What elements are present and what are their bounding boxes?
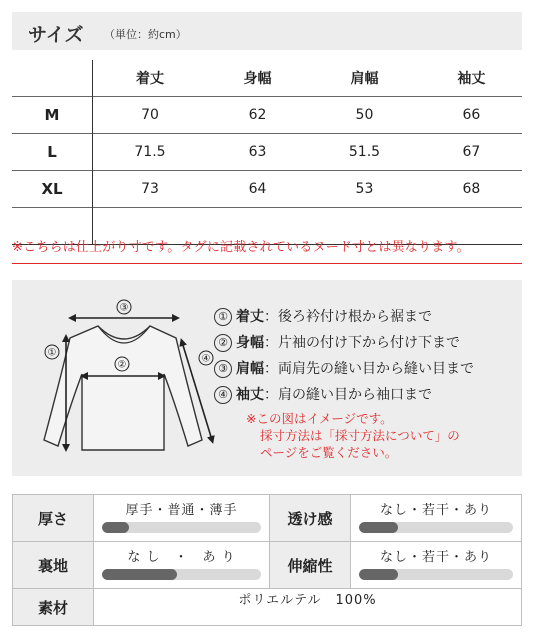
diagram-label-1: ① (47, 347, 57, 359)
material-label: 素材 (13, 589, 94, 626)
lining-bar-fill (102, 569, 177, 580)
table-cell: 50 (355, 107, 374, 123)
shirt-diagram-icon (36, 290, 216, 466)
thickness-label: 厚さ (13, 495, 94, 542)
row-size-label: M (12, 97, 93, 134)
image-note-line: ※この図はイメージです。 (246, 411, 393, 426)
sheer-bar-fill (359, 522, 398, 533)
stretch-bar (359, 569, 513, 580)
lining-label: 裏地 (13, 542, 94, 589)
thickness-cell (94, 495, 270, 542)
size-table-header (12, 60, 522, 97)
image-note-line: 採寸方法は「採寸方法について」の (260, 428, 460, 443)
sheer-bar (359, 522, 513, 533)
legend-item (214, 356, 474, 382)
size-table (12, 60, 522, 245)
lining-bar (102, 569, 261, 580)
table-row (12, 97, 522, 134)
stretch-bar-fill (359, 569, 398, 580)
sheer-cell (351, 495, 522, 542)
table-cell: 53 (355, 181, 374, 197)
table-cell: 62 (248, 107, 267, 123)
row-size-label: XL (12, 171, 93, 208)
legend-number: ② (214, 334, 232, 352)
legend-desc: ：片袖の付け下から付け下まで (264, 335, 460, 351)
spec-row (13, 495, 522, 542)
thickness-bar-fill (102, 522, 129, 533)
legend-number: ① (214, 308, 232, 326)
spec-row (13, 542, 522, 589)
legend-number: ④ (214, 386, 232, 404)
legend-desc: ：後ろ衿付け根から裾まで (264, 309, 432, 325)
table-cell: 73 (141, 181, 159, 197)
image-note-line: ページをご覧ください。 (260, 445, 398, 460)
legend-item (214, 382, 474, 408)
spec-table (12, 494, 522, 626)
table-cell: 63 (248, 144, 267, 160)
table-row (12, 171, 522, 208)
diagram-label-3: ③ (119, 302, 129, 314)
legend-key: 着丈 (236, 309, 264, 325)
col-header: 肩幅 (350, 71, 379, 87)
legend-key: 袖丈 (236, 387, 264, 403)
lining-options: な し ・ あ り (127, 550, 236, 565)
table-cell: 68 (462, 181, 481, 197)
unit-label: （単位：約cm） (104, 28, 187, 41)
sheer-options: なし・若干・あり (379, 503, 492, 518)
diagram-label-2: ② (117, 359, 127, 371)
legend-key: 肩幅 (236, 361, 264, 377)
stretch-label: 伸縮性 (270, 542, 351, 589)
spec-row (13, 589, 522, 626)
image-note (246, 410, 460, 461)
legend-number: ③ (214, 360, 232, 378)
table-row (12, 134, 522, 171)
title-bar (12, 12, 522, 50)
finished-size-note: ※こちらは仕上がり寸です。タグに記載されているヌード寸とは異なります。 (12, 236, 522, 264)
shirt-outline (44, 326, 202, 450)
corner-cell (12, 60, 93, 97)
table-cell: 66 (462, 107, 481, 123)
sheer-label: 透け感 (270, 495, 351, 542)
legend-item (214, 330, 474, 356)
measurement-panel (12, 280, 522, 476)
legend-item (214, 304, 474, 330)
legend-desc: ：両肩先の縫い目から縫い目まで (264, 361, 474, 377)
stretch-cell (351, 542, 522, 589)
material-value: ポリエルテル 100% (94, 589, 522, 626)
measurement-legend (214, 304, 474, 408)
lining-cell (94, 542, 270, 589)
thickness-options: 厚手・普通・薄手 (125, 503, 238, 518)
section-title: サイズ (28, 24, 84, 46)
table-cell: 71.5 (134, 144, 166, 160)
table-cell: 64 (248, 181, 267, 197)
legend-key: 身幅 (236, 335, 264, 351)
legend-desc: ：肩の縫い目から袖口まで (264, 387, 432, 403)
row-size-label: L (12, 134, 93, 171)
table-cell: 51.5 (348, 144, 381, 160)
col-header: 袖丈 (457, 71, 486, 87)
diagram-label-4: ④ (201, 353, 211, 365)
table-cell: 67 (462, 144, 481, 160)
thickness-bar (102, 522, 261, 533)
col-header: 身幅 (243, 71, 272, 87)
stretch-options: なし・若干・あり (379, 550, 492, 565)
col-header: 着丈 (135, 71, 164, 87)
table-cell: 70 (141, 107, 159, 123)
